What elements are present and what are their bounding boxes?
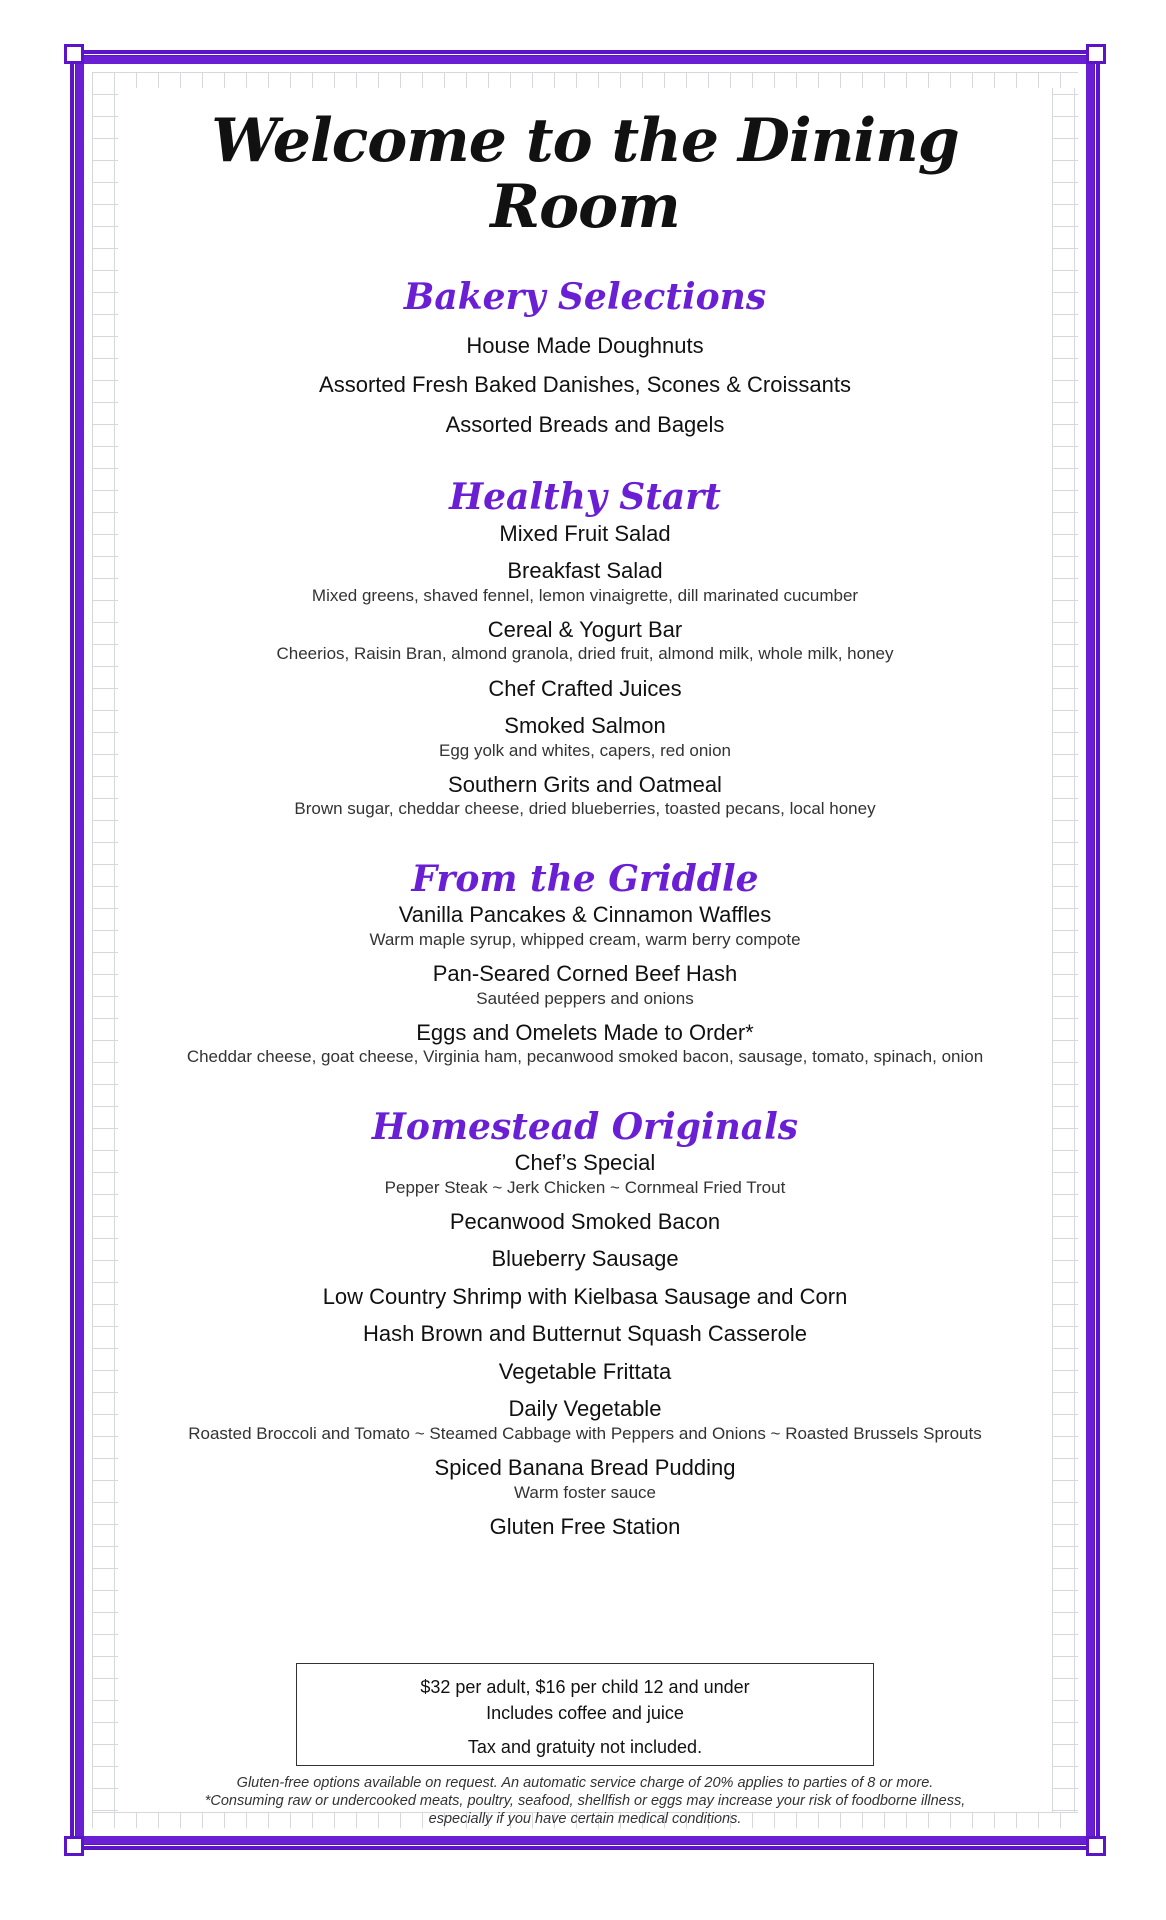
section-title-griddle: From the Griddle: [411, 857, 759, 900]
corner-ornament-top-left: [64, 44, 84, 64]
menu-item: [118, 1395, 1052, 1444]
menu-item: [118, 1320, 1052, 1348]
menu-item: [118, 1149, 1052, 1198]
menu-item: [118, 520, 1052, 548]
section-title-bakery: Bakery Selections: [403, 276, 767, 318]
corner-ornament-bottom-right: [1086, 1836, 1106, 1856]
footnote-gluten: Gluten-free options available on request. An automatic service charge of 20% applies to parties of 8 or more.: [236, 1775, 934, 1791]
item-description: Warm maple syrup, whipped cream, warm berry compote: [369, 929, 801, 949]
item-name: Chef’s Special: [514, 1150, 656, 1176]
footnote-medical: especially if you have certain medical conditions.: [428, 1811, 742, 1828]
item-name: Southern Grits and Oatmeal: [448, 771, 722, 797]
menu-item: [118, 371, 1052, 399]
section-bakery: [118, 278, 1052, 438]
item-name: Mixed Fruit Salad: [499, 520, 671, 546]
item-name: Cereal & Yogurt Bar: [487, 616, 683, 642]
includes-line: Includes coffee and juice: [486, 1703, 684, 1724]
page-title: Welcome to the Dining Room: [211, 106, 959, 242]
menu-item: [118, 1019, 1052, 1068]
item-name: Gluten Free Station: [489, 1513, 681, 1539]
item-name: Vanilla Pancakes & Cinnamon Waffles: [398, 902, 772, 928]
item-name: Pan-Seared Corned Beef Hash: [432, 961, 738, 987]
grid-border-left: [92, 72, 118, 1828]
pricing-box: [296, 1663, 874, 1766]
item-name: Daily Vegetable: [508, 1396, 662, 1422]
item-description: Egg yolk and whites, capers, red onion: [438, 740, 731, 760]
menu-item: [118, 1513, 1052, 1541]
menu-item: [118, 771, 1052, 820]
menu-item: [118, 960, 1052, 1009]
item-description: Roasted Broccoli and Tomato ~ Steamed Cabbage with Peppers and Onions ~ Roasted Brussels Sprouts: [188, 1423, 982, 1443]
item-name: House Made Doughnuts: [466, 332, 704, 358]
menu-item: [118, 411, 1052, 439]
section-title-homestead: Homestead Originals: [371, 1105, 799, 1148]
menu-content: [118, 80, 1052, 1550]
item-description: Cheerios, Raisin Bran, almond granola, dried fruit, almond milk, whole milk, honey: [276, 644, 894, 664]
menu-item: [118, 1454, 1052, 1503]
item-description: Warm foster sauce: [513, 1482, 657, 1502]
menu-item: [118, 675, 1052, 703]
item-description: Brown sugar, cheddar cheese, dried blueberries, toasted pecans, local honey: [294, 799, 876, 819]
corner-ornament-bottom-left: [64, 1836, 84, 1856]
item-description: Cheddar cheese, goat cheese, Virginia ham, pecanwood smoked bacon, sausage, tomato, spinach, onion: [186, 1047, 984, 1067]
menu-item: [118, 1358, 1052, 1386]
item-name: Chef Crafted Juices: [488, 675, 682, 701]
item-name: Blueberry Sausage: [491, 1246, 679, 1272]
section-homestead: [118, 1105, 1052, 1541]
item-name: Eggs and Omelets Made to Order*: [416, 1019, 754, 1045]
tax-line: Tax and gratuity not included.: [467, 1737, 703, 1758]
item-name: Pecanwood Smoked Bacon: [449, 1208, 721, 1234]
corner-ornament-top-right: [1086, 44, 1106, 64]
menu-item: [118, 557, 1052, 606]
item-name: Breakfast Salad: [507, 558, 663, 584]
section-title-healthy-start: Healthy Start: [449, 476, 721, 519]
section-healthy-start: [118, 478, 1052, 820]
item-name: Low Country Shrimp with Kielbasa Sausage and Corn: [322, 1283, 848, 1309]
item-name: Spiced Banana Bread Pudding: [434, 1455, 736, 1481]
item-name: Assorted Breads and Bagels: [445, 411, 725, 437]
item-description: Pepper Steak ~ Jerk Chicken ~ Cornmeal Fried Trout: [384, 1177, 786, 1197]
menu-item: [118, 616, 1052, 665]
menu-item: [118, 901, 1052, 950]
menu-item: [118, 712, 1052, 761]
menu-item: [118, 1283, 1052, 1311]
grid-border-right: [1052, 72, 1078, 1828]
item-name: Smoked Salmon: [504, 713, 666, 739]
menu-item: [118, 332, 1052, 360]
section-griddle: [118, 857, 1052, 1068]
footnote: [140, 1774, 1030, 1828]
item-description: Sautéed peppers and onions: [476, 988, 694, 1008]
item-name: Assorted Fresh Baked Danishes, Scones & Croissants: [319, 372, 851, 398]
footnote-consumption-warning: *Consuming raw or undercooked meats, poultry, seafood, shellfish or eggs may increase your risk of foodborne illness,: [204, 1793, 966, 1810]
item-name: Hash Brown and Butternut Squash Casserole: [363, 1321, 807, 1347]
menu-item: [118, 1208, 1052, 1236]
menu-item: [118, 1245, 1052, 1273]
item-name: Vegetable Frittata: [498, 1358, 672, 1384]
price-line: $32 per adult, $16 per child 12 and under: [420, 1677, 750, 1697]
item-description: Mixed greens, shaved fennel, lemon vinaigrette, dill marinated cucumber: [311, 585, 859, 605]
